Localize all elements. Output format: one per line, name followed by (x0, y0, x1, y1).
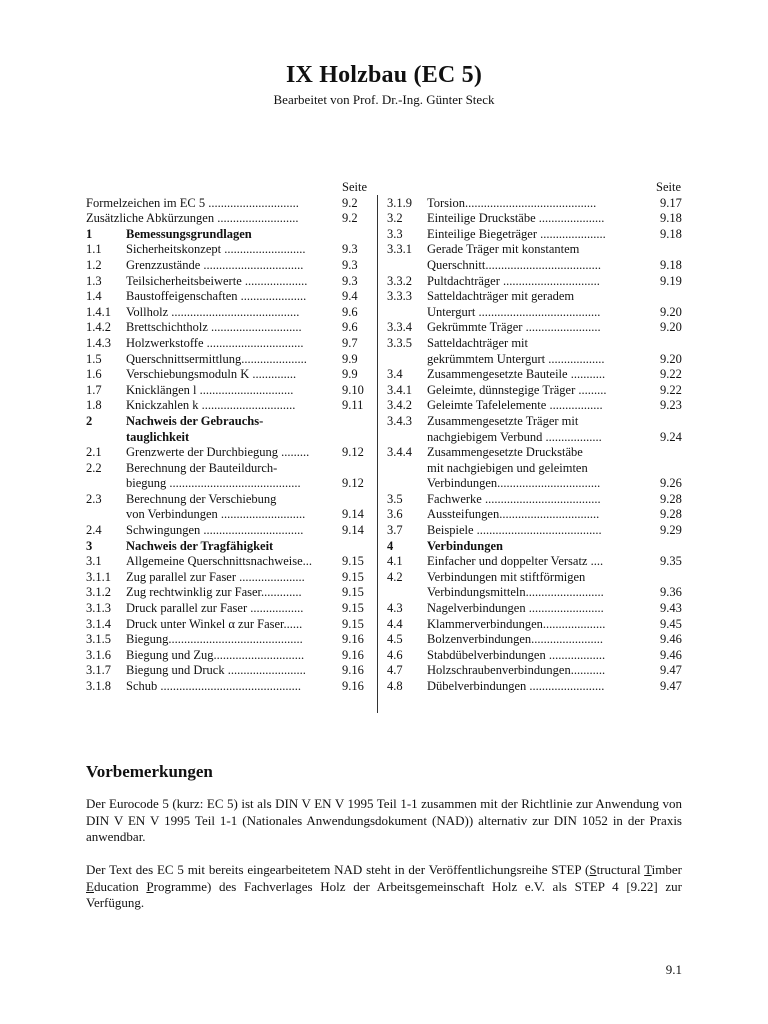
toc-entry-label: Zusammengesetzte Träger mit (427, 413, 579, 428)
toc-entry-page: 9.17 (660, 195, 682, 210)
toc-entry-label: Verbindungen mit stiftförmigen (427, 569, 586, 584)
toc-entry (86, 336, 372, 352)
toc-entry-label: Stabdübelverbindungen .................. (427, 647, 606, 662)
toc-entry-number: 1.3 (86, 273, 102, 288)
toc-entry (387, 289, 686, 305)
toc-entry-page: 9.22 (660, 382, 682, 397)
toc-entry-label: Einteilige Druckstäbe ..................... (427, 211, 605, 226)
toc-entry (387, 554, 686, 570)
toc-entry-page: 9.3 (342, 273, 358, 288)
toc-entry-number: 4.6 (387, 647, 403, 662)
toc-entry-label: Satteldachträger mit (427, 335, 529, 350)
toc-entry-page: 9.12 (342, 445, 364, 460)
toc-entry-number: 4.1 (387, 554, 403, 569)
toc-entry-page: 9.16 (342, 663, 364, 678)
toc-entry (387, 398, 686, 414)
toc-entry (387, 336, 686, 352)
toc-entry-page: 9.11 (342, 398, 364, 413)
toc-page-header: Seite (342, 180, 367, 194)
toc-entry (387, 663, 686, 679)
toc-entry-number: 3.4 (387, 367, 403, 382)
toc-entry (86, 601, 372, 617)
toc-entry-number: 3.3 (387, 226, 403, 241)
toc-entry (387, 679, 686, 695)
toc-entry (387, 352, 686, 368)
toc-entry-page: 9.15 (342, 585, 364, 600)
toc-rows-right (387, 196, 686, 695)
toc-entry (387, 414, 686, 430)
toc-entry-page: 9.45 (660, 616, 682, 631)
toc-entry-number: 3.1.6 (86, 647, 111, 662)
page-title: IX Holzbau (EC 5) (285, 62, 483, 88)
toc-entry-page: 9.16 (342, 632, 364, 647)
toc-entry-page: 9.26 (660, 476, 682, 491)
toc-entry-label: Vollholz ......................................... (126, 304, 300, 319)
toc-entry-label: Nachweis der Gebrauchs- (126, 413, 264, 428)
toc-entry-number: 4.7 (387, 663, 403, 678)
toc-entry-number: 3.5 (387, 491, 403, 506)
toc-entry-number: 2.4 (86, 523, 102, 538)
toc-entry (86, 242, 372, 258)
toc-entry-page: 9.9 (342, 351, 358, 366)
toc-entry-number: 3.1.5 (86, 632, 111, 647)
toc-entry (86, 570, 372, 586)
author-line: Bearbeitet von Prof. Dr.-Ing. Günter Steck (273, 92, 495, 107)
toc-entry-page: 9.24 (660, 429, 682, 444)
toc-entry-label: Einfacher und doppelter Versatz .... (427, 554, 604, 569)
toc-entry (86, 445, 372, 461)
toc-entry (86, 476, 372, 492)
toc-entry-number: 3.1 (86, 554, 102, 569)
toc-entry-number: 1.6 (86, 367, 102, 382)
toc-entry-label: Schub ............................................. (126, 679, 301, 693)
toc-entry-label: Schwingungen ................................ (126, 523, 304, 538)
toc-entry-page: 9.47 (660, 679, 682, 693)
toc-entry-label: Formelzeichen im EC 5 ............................. (86, 195, 299, 210)
paragraph-text: Der Text des EC 5 mit bereits eingearbeitetem NAD steht in der Veröffentlichungsreihe STEP ( (86, 862, 590, 877)
toc-entry (86, 461, 372, 477)
toc-entry (387, 367, 686, 383)
toc-entry-number: 1.4.1 (86, 304, 111, 319)
toc-entry (86, 383, 372, 399)
toc-entry-page: 9.35 (660, 554, 682, 569)
toc-entry-number: 1.4 (86, 289, 102, 304)
toc-entry-label: Sicherheitskonzept .......................... (126, 242, 306, 257)
toc-entry-page: 9.20 (660, 351, 682, 366)
paragraph-text: imber (651, 862, 682, 877)
toc-entry-label: gekrümmtem Untergurt .................. (427, 351, 605, 366)
toc-entry-number: 1.8 (86, 398, 102, 413)
toc-entry-page: 9.3 (342, 257, 358, 272)
toc-entry-page: 9.9 (342, 367, 358, 382)
toc-entry-number: 1.7 (86, 382, 102, 397)
toc-entry-number: 2.1 (86, 445, 102, 460)
toc-entry-number: 3.1.9 (387, 195, 412, 210)
toc-entry-page: 9.46 (660, 647, 682, 662)
toc-entry-page: 9.46 (660, 632, 682, 647)
toc-entry (86, 648, 372, 664)
toc-entry (86, 679, 372, 695)
toc-entry (387, 461, 686, 477)
toc-entry (387, 648, 686, 664)
toc-entry-label: Druck parallel zur Faser ................. (126, 601, 304, 616)
toc-entry-label: Grenzwerte der Durchbiegung ......... (126, 445, 310, 460)
toc-entry (86, 196, 372, 212)
toc-entry-label: Bolzenverbindungen....................... (427, 632, 604, 647)
toc-entry (86, 539, 372, 555)
toc-entry-number: 3.3.1 (387, 242, 412, 257)
toc-entry-number: 2 (86, 413, 93, 428)
toc-entry-page: 9.15 (342, 601, 364, 616)
toc-entry-page: 9.16 (342, 647, 364, 662)
toc-entry-number: 3.1.7 (86, 663, 111, 678)
toc-entry-page: 9.2 (342, 211, 358, 226)
underlined-letter: S (589, 862, 597, 877)
toc-entry-page: 9.15 (342, 569, 364, 584)
toc-entry (86, 398, 372, 414)
toc-entry-label: Untergurt ....................................... (427, 304, 601, 319)
toc-entry-page: 9.15 (342, 554, 364, 569)
toc-entry-page: 9.10 (342, 382, 364, 397)
toc-entry-number: 3.1.4 (86, 616, 111, 631)
toc-entry-label: Zug rechtwinklig zur Faser............. (126, 585, 302, 600)
toc-entry-page: 9.16 (342, 679, 364, 693)
toc-entry (387, 523, 686, 539)
toc-entry-page: 9.15 (342, 616, 364, 631)
toc-entry-label: Verbindungen................................. (427, 476, 601, 491)
toc-entry-label: Zug parallel zur Faser ..................... (126, 569, 305, 584)
toc-entry-number: 1.1 (86, 242, 102, 257)
table-of-contents (86, 180, 686, 715)
toc-entry-label: Grenzzustände ................................ (126, 257, 304, 272)
toc-entry (387, 617, 686, 633)
paragraph-text: tructural (596, 862, 645, 877)
toc-entry-number: 4.5 (387, 632, 403, 647)
paragraph-text: rogramme) des Fachverlages Holz der Arbeitsgemeinschaft Holz e.V. als STEP 4 [9.22] zur Verfügung. (86, 878, 683, 910)
toc-entry (387, 242, 686, 258)
toc-entry-number: 3.4.2 (387, 398, 412, 413)
toc-entry-page: 9.19 (660, 273, 682, 288)
toc-entry-number: 4.3 (387, 601, 403, 616)
toc-entry-page: 9.20 (660, 320, 682, 335)
toc-entry-label: Zusammengesetzte Bauteile ........... (427, 367, 606, 382)
toc-entry-number: 3.1.3 (86, 601, 111, 616)
toc-entry (86, 663, 372, 679)
toc-entry-label: Zusätzliche Abkürzungen .......................... (86, 211, 299, 226)
toc-entry-number: 1.4.2 (86, 320, 111, 335)
toc-entry-page: 9.6 (342, 320, 358, 335)
toc-entry-number: 1.2 (86, 257, 102, 272)
toc-entry-label: Holzwerkstoffe ............................... (126, 335, 304, 350)
toc-entry (387, 476, 686, 492)
toc-entry (86, 367, 372, 383)
underlined-letter: E (86, 878, 94, 894)
toc-entry-number: 2.2 (86, 460, 102, 475)
toc-entry-number: 3.3.3 (387, 289, 412, 304)
toc-entry (387, 585, 686, 601)
toc-entry (387, 274, 686, 290)
toc-entry-page: 9.14 (342, 523, 364, 538)
toc-entry-label: Verbindungen (427, 538, 503, 553)
toc-entry-label: Teilsicherheitsbeiwerte .................... (126, 273, 308, 288)
toc-entry-label: Allgemeine Querschnittsnachweise... (126, 554, 313, 569)
toc-entry-page: 9.47 (660, 663, 682, 678)
toc-entry-label: Querschnittsermittlung..................... (126, 351, 307, 366)
toc-entry-number: 3.4.3 (387, 413, 412, 428)
toc-entry-page: 9.28 (660, 507, 682, 522)
toc-entry-label: tauglichkeit (126, 429, 190, 444)
toc-entry-label: Gekrümmte Träger ........................ (427, 320, 601, 335)
toc-entry (387, 258, 686, 274)
toc-entry-label: Knickzahlen k .............................. (126, 398, 296, 413)
underlined-letter: T (644, 862, 652, 877)
toc-entry-number: 3.3.4 (387, 320, 412, 335)
toc-entry (387, 492, 686, 508)
toc-entry-label: Einteilige Biegeträger ..................... (427, 226, 606, 241)
toc-entry (387, 507, 686, 523)
toc-entry-label: Biegung und Druck ......................... (126, 663, 306, 678)
toc-entry-label: Dübelverbindungen ........................ (427, 679, 605, 693)
toc-entry (86, 523, 372, 539)
toc-entry-number: 4 (387, 538, 394, 553)
toc-entry-page: 9.2 (342, 195, 358, 210)
toc-entry-number: 3.7 (387, 523, 403, 538)
toc-entry-label: Druck unter Winkel α zur Faser...... (126, 616, 303, 631)
toc-entry-label: Fachwerke ..................................... (427, 491, 601, 506)
toc-entry-label: Torsion.......................................... (427, 195, 597, 210)
toc-entry-page: 9.3 (342, 242, 358, 257)
toc-entry (387, 211, 686, 227)
toc-entry (387, 430, 686, 446)
underlined-letter: P (146, 878, 154, 894)
toc-entry-page: 9.18 (660, 257, 682, 272)
toc-entry-number: 3.2 (387, 211, 403, 226)
toc-entry-page: 9.22 (660, 367, 682, 382)
toc-entry-page: 9.4 (342, 289, 358, 304)
toc-entry-number: 3.3.2 (387, 273, 412, 288)
toc-entry (86, 320, 372, 336)
toc-entry-page: 9.6 (342, 304, 358, 319)
toc-entry (86, 414, 372, 430)
toc-entry (387, 539, 686, 555)
paragraph (86, 862, 682, 912)
toc-entry-label: Biegung........................................... (126, 632, 303, 647)
toc-entry (387, 196, 686, 212)
toc-entry-number: 3.6 (387, 507, 403, 522)
toc-entry (387, 632, 686, 648)
toc-entry-label: Bemessungsgrundlagen (126, 226, 252, 241)
toc-entry-number: 4.4 (387, 616, 403, 631)
toc-entry (387, 601, 686, 617)
toc-entry (387, 570, 686, 586)
toc-entry-label: Verschiebungsmoduln K .............. (126, 367, 297, 382)
page-number: 9.1 (665, 962, 682, 977)
toc-entry-page: 9.12 (342, 476, 364, 491)
toc-entry-page: 9.18 (660, 226, 682, 241)
toc-entry-label: Querschnitt..................................... (427, 257, 601, 272)
toc-entry (86, 507, 372, 523)
toc-entry-page: 9.29 (660, 523, 682, 538)
toc-entry-label: Gerade Träger mit konstantem (427, 242, 580, 257)
column-divider (377, 195, 378, 713)
toc-entry (387, 383, 686, 399)
toc-entry-number: 3 (86, 538, 93, 553)
toc-entry-label: Pultdachträger ............................... (427, 273, 600, 288)
toc-entry-page: 9.23 (660, 398, 682, 413)
toc-entry-number: 3.4.1 (387, 382, 412, 397)
toc-entry-number: 3.1.8 (86, 679, 111, 693)
toc-entry-page: 9.18 (660, 211, 682, 226)
toc-entry-label: Geleimte Tafelelemente ................. (427, 398, 603, 413)
toc-entry-label: Aussteifungen................................ (427, 507, 600, 522)
toc-entry-page: 9.20 (660, 304, 682, 319)
toc-entry-label: Baustoffeigenschaften ..................... (126, 289, 307, 304)
toc-entry-number: 1.5 (86, 351, 102, 366)
toc-entry-page: 9.43 (660, 601, 682, 616)
toc-entry-label: Verbindungsmitteln......................... (427, 585, 604, 600)
toc-entry (86, 227, 372, 243)
toc-entry (86, 430, 372, 446)
toc-entry-label: Berechnung der Verschiebung (126, 491, 277, 506)
section-heading: Vorbemerkungen (86, 762, 213, 781)
toc-entry (86, 305, 372, 321)
toc-entry-page: 9.36 (660, 585, 682, 600)
toc-entry-number: 3.1.1 (86, 569, 111, 584)
toc-entry (86, 492, 372, 508)
toc-entry-number: 3.3.5 (387, 335, 412, 350)
toc-entry-number: 1.4.3 (86, 335, 111, 350)
toc-entry-label: Satteldachträger mit geradem (427, 289, 575, 304)
toc-entry-label: von Verbindungen ........................... (126, 507, 306, 522)
toc-entry (86, 617, 372, 633)
toc-entry-label: nachgiebigem Verbund .................. (427, 429, 602, 444)
toc-entry (86, 274, 372, 290)
toc-entry-label: Beispiele ........................................ (427, 523, 602, 538)
toc-entry-label: Holzschraubenverbindungen........... (427, 663, 606, 678)
toc-entry-number: 3.1.2 (86, 585, 111, 600)
toc-entry-number: 2.3 (86, 491, 102, 506)
toc-entry-label: biegung .......................................... (126, 476, 301, 491)
toc-entry-label: Knicklängen l .............................. (126, 382, 294, 397)
toc-entry-label: Nachweis der Tragfähigkeit (126, 538, 274, 553)
toc-entry-page: 9.28 (660, 491, 682, 506)
toc-entry-label: Klammerverbindungen.................... (427, 616, 606, 631)
toc-entry-number: 4.2 (387, 569, 403, 584)
toc-entry-label: Biegung und Zug............................. (126, 647, 305, 662)
toc-entry-page: 9.14 (342, 507, 364, 522)
toc-entry-number: 1 (86, 226, 93, 241)
toc-entry (387, 227, 686, 243)
toc-entry-label: Berechnung der Bauteildurch- (126, 460, 278, 475)
paragraph: Der Eurocode 5 (kurz: EC 5) ist als DIN V EN V 1995 Teil 1-1 zusammen mit der Richtlinie zur Anwendung von DIN V EN V 1995 Teil 1-1 (Nationales Anwendungsdokument (NAD)) alternativ zur DIN 1052 in der Praxis anwendbar. (86, 796, 682, 844)
toc-entry (387, 320, 686, 336)
toc-entry-page: 9.7 (342, 335, 358, 350)
toc-entry-label: Nagelverbindungen ........................ (427, 601, 604, 616)
toc-entry-label: mit nachgiebigen und geleimten (427, 460, 588, 475)
toc-entry-label: Zusammengesetzte Druckstäbe (427, 445, 583, 460)
toc-entry-number: 3.4.4 (387, 445, 412, 460)
toc-entry (86, 289, 372, 305)
toc-entry-label: Brettschichtholz ............................. (126, 320, 302, 335)
toc-entry-number: 4.8 (387, 679, 403, 693)
toc-entry (86, 258, 372, 274)
toc-entry (86, 554, 372, 570)
toc-entry (86, 211, 372, 227)
toc-entry (86, 585, 372, 601)
toc-entry (387, 305, 686, 321)
toc-entry (86, 352, 372, 368)
paragraph-text: ducation (93, 878, 147, 894)
toc-entry (86, 632, 372, 648)
toc-page-header: Seite (656, 180, 681, 194)
toc-entry (387, 445, 686, 461)
toc-entry-label: Geleimte, dünnstegige Träger ......... (427, 382, 607, 397)
toc-rows-left (86, 196, 372, 695)
